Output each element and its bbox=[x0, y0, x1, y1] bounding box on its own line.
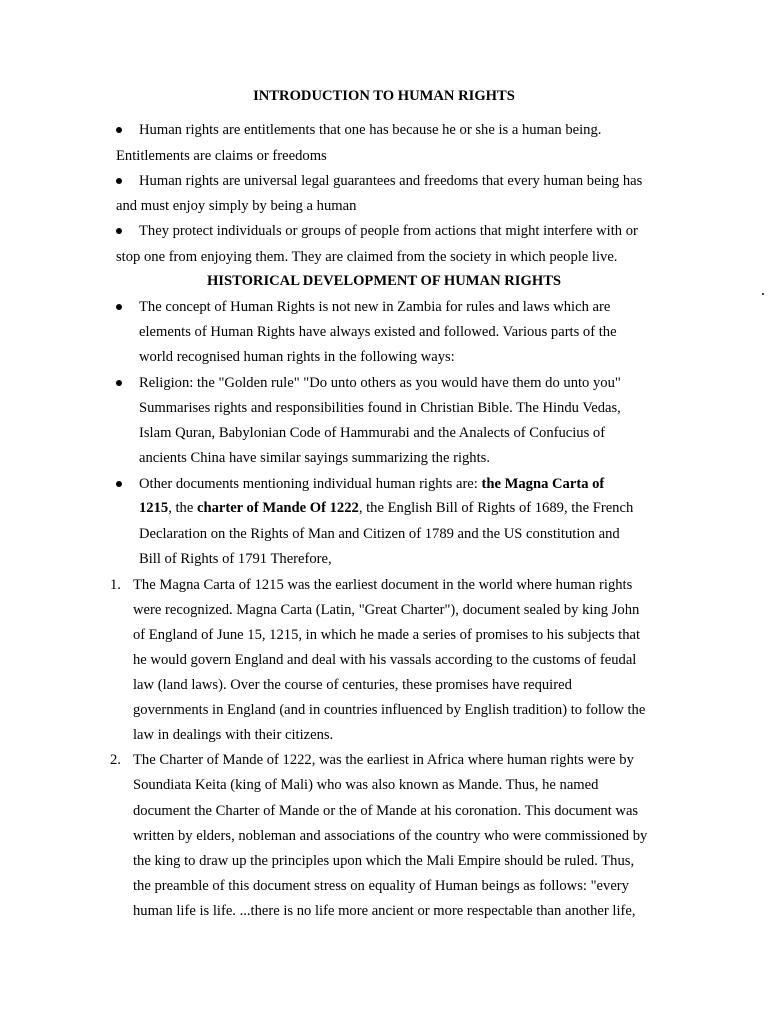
numbered-2-line-2: Soundiata Keita (king of Mali) who was also known as Mande. Thus, he named bbox=[133, 777, 599, 793]
bullet-marker bbox=[116, 228, 122, 234]
numbered-1-line-2: were recognized. Magna Carta (Latin, "Great Charter"), document sealed by king John bbox=[133, 602, 640, 618]
documents-bold-text: 1215 bbox=[139, 500, 169, 516]
intro-bullet-3-line-1: They protect individuals or groups of people from actions that might interfere with or bbox=[139, 223, 638, 239]
documents-bullet-line-2 bbox=[139, 500, 633, 517]
numbered-1-line-3: of England of June 15, 1215, in which he made a series of promises to his subjects that bbox=[133, 627, 641, 643]
history-bullet-2-line-4: ancients China have similar sayings summarizing the rights. bbox=[139, 450, 490, 466]
bullet-marker bbox=[116, 481, 122, 487]
bullet-marker bbox=[116, 178, 122, 184]
history-bullet-2-line-3: Islam Quran, Babylonian Code of Hammurabi and the Analects of Confucius of bbox=[139, 425, 606, 441]
document-title: INTRODUCTION TO HUMAN RIGHTS bbox=[253, 88, 515, 104]
numbered-2-line-6: the preamble of this document stress on equality of Human beings as follows: "every bbox=[133, 878, 629, 894]
numbered-1-line-1: The Magna Carta of 1215 was the earliest document in the world where human rights bbox=[133, 577, 633, 593]
numbered-1-line-7: law in dealings with their citizens. bbox=[133, 727, 334, 743]
numbered-2-line-4: written by elders, nobleman and associations of the country who were commissioned by bbox=[133, 828, 648, 844]
documents-bullet-line-4: Bill of Rights of 1791 Therefore, bbox=[139, 551, 332, 567]
documents-text: , the English Bill of Rights of 1689, the French bbox=[358, 500, 634, 516]
numbered-1-line-4: he would govern England and deal with his vassals according to the customs of feudal bbox=[133, 652, 637, 668]
intro-bullet-1-line-1: Human rights are entitlements that one has because he or she is a human being. bbox=[139, 122, 602, 138]
intro-bullet-2-line-1: Human rights are universal legal guarantees and freedoms that every human being has bbox=[139, 173, 643, 189]
numbered-1-line-6: governments in England (and in countries influenced by English tradition) to follow the bbox=[133, 702, 646, 718]
documents-text: Other documents mentioning individual human rights are: bbox=[139, 476, 482, 492]
numbered-2-line-3: document the Charter of Mande or the of Mande at his coronation. This document was bbox=[133, 803, 639, 819]
bullet-marker bbox=[116, 380, 122, 386]
numbered-1-line-5: law (land laws). Over the course of centuries, these promises have required bbox=[133, 677, 572, 693]
list-number: 1. bbox=[110, 577, 121, 593]
bullet-marker bbox=[116, 304, 122, 310]
numbered-2-line-5: the king to draw up the principles upon which the Mali Empire should be ruled. Thus, bbox=[133, 853, 635, 869]
documents-bold-text: the Magna Carta of bbox=[481, 476, 605, 492]
intro-bullet-1-line-2: Entitlements are claims or freedoms bbox=[116, 148, 327, 164]
documents-bullet-line-3: Declaration on the Rights of Man and Citizen of 1789 and the US constitution and bbox=[139, 526, 620, 542]
numbered-2-line-1: The Charter of Mande of 1222, was the earliest in Africa where human rights were by bbox=[133, 752, 634, 768]
intro-bullet-3-line-2: stop one from enjoying them. They are claimed from the society in which people live. bbox=[116, 249, 618, 265]
section-heading: HISTORICAL DEVELOPMENT OF HUMAN RIGHTS bbox=[206, 273, 562, 289]
stray-mark bbox=[762, 293, 764, 295]
bullet-marker bbox=[116, 127, 122, 133]
list-number: 2. bbox=[110, 752, 121, 768]
history-bullet-2-line-2: Summarises rights and responsibilities found in Christian Bible. The Hindu Vedas, bbox=[139, 400, 621, 416]
documents-text: , the bbox=[168, 500, 197, 516]
history-bullet-2-line-1: Religion: the "Golden rule" "Do unto others as you would have them do unto you" bbox=[139, 375, 621, 391]
numbered-2-line-7: human life is life. ...there is no life more ancient or more respectable than another life, bbox=[133, 903, 636, 919]
history-bullet-1-line-2: elements of Human Rights have always existed and followed. Various parts of the bbox=[139, 324, 617, 340]
history-bullet-1-line-1: The concept of Human Rights is not new in Zambia for rules and laws which are bbox=[139, 299, 611, 315]
intro-bullet-2-line-2: and must enjoy simply by being a human bbox=[116, 198, 357, 214]
documents-bold-text: charter of Mande Of 1222 bbox=[196, 500, 359, 516]
history-bullet-1-line-3: world recognised human rights in the following ways: bbox=[139, 349, 455, 365]
documents-bullet-line-1 bbox=[139, 476, 604, 493]
